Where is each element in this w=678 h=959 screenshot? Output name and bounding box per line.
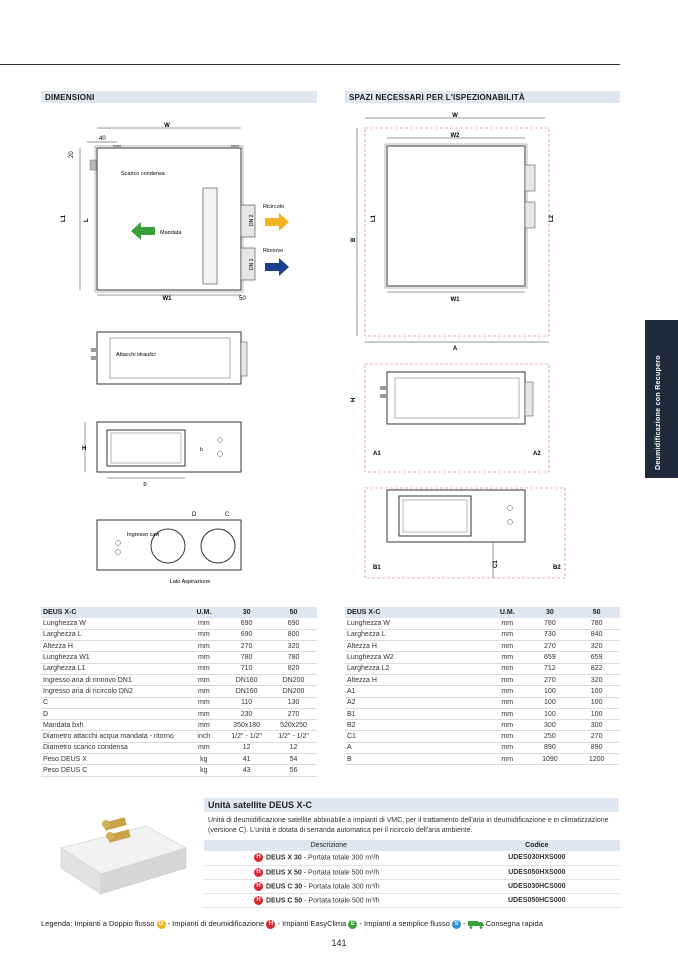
badge-h-icon: H [266, 920, 275, 929]
table-cell: Ingresso aria di rinnovo DN1 [41, 674, 185, 685]
table-header-cell: U.M. [488, 607, 527, 618]
badge-h-icon: H [254, 896, 263, 905]
table-cell: 780 [527, 618, 574, 629]
table-cell: 300 [527, 720, 574, 731]
table-cell: 1200 [573, 754, 620, 765]
table-cell: 110 [223, 697, 270, 708]
table-header-cell: DEUS X-C [345, 607, 488, 618]
table-cell: 54 [270, 754, 317, 765]
product-description [204, 865, 454, 879]
table-cell: A1 [345, 686, 488, 697]
section-header-inspection: SPAZI NECESSARI PER L'ISPEZIONABILITÀ [345, 91, 620, 103]
table-cell: 780 [573, 618, 620, 629]
product-detail: - Portata totale 300 m³/h [301, 854, 380, 862]
table-cell: 230 [223, 708, 270, 719]
table-cell: 12 [270, 742, 317, 753]
dim-r-w1: W1 [450, 297, 460, 303]
dim-r-l1: L1 [371, 214, 377, 222]
table-cell: 822 [573, 663, 620, 674]
table-row [345, 754, 620, 765]
table-row [41, 629, 317, 640]
table-cell: Lunghezza W [41, 618, 185, 629]
table-header-cell: 30 [527, 607, 574, 618]
table-cell: 320 [573, 641, 620, 652]
legend-text-6: Consegna rapida [483, 919, 543, 928]
table-row [345, 618, 620, 629]
table-cell: 520x250 [270, 720, 317, 731]
table-cell: mm [488, 708, 527, 719]
legend-text-5: - [461, 919, 468, 928]
table-cell: mm [488, 652, 527, 663]
page-number: 141 [331, 938, 347, 948]
table-cell: mm [488, 686, 527, 697]
table-cell: mm [488, 641, 527, 652]
table-row [41, 618, 317, 629]
legend-text-3: - Impianti EasyClima [275, 919, 347, 928]
table-cell: B2 [345, 720, 488, 731]
truck-icon [468, 920, 484, 929]
satellite-description: Unità di deumidificazione satellite abbinabile a impianti di VMC, per il trattamento dell'aria in deumidificazione e in climatizzazione (versione C). L'unità è dotata di serranda automatica per il ricircolo dell'aria ambiente. [208, 817, 609, 834]
badge-s-icon: S [452, 920, 461, 929]
table-cell: 320 [573, 674, 620, 685]
table-cell: Lunghezza W1 [41, 652, 185, 663]
legend-text-2: - Impianti di deumidificazione [165, 919, 265, 928]
table-row [345, 629, 620, 640]
table-cell: 780 [270, 652, 317, 663]
table-cell: 270 [527, 641, 574, 652]
table-cell: Altezza H [41, 641, 185, 652]
table-cell: 690 [223, 629, 270, 640]
product-name: DEUS C 50 [266, 896, 303, 904]
product-detail: - Portata totale 300 m³/h [302, 882, 380, 890]
table-row [41, 674, 317, 685]
product-code: UDES050HXS000 [454, 865, 620, 879]
table-row [41, 720, 317, 731]
legend-text-1: Legenda: Impianti a Doppio flusso [41, 919, 155, 928]
table-cell: C1 [345, 731, 488, 742]
table-cell: DN200 [270, 674, 317, 685]
table-cell: 690 [270, 618, 317, 629]
table-cell: 12 [223, 742, 270, 753]
table-cell: 890 [527, 742, 574, 753]
table-header-cell: DEUS X-C [41, 607, 185, 618]
table-cell: 270 [573, 731, 620, 742]
badge-e-icon: E [348, 920, 357, 929]
label-mandata: Mandata [160, 230, 182, 236]
product-code: UDES030HCS000 [454, 879, 620, 893]
table-header-cell: 50 [270, 607, 317, 618]
label-ingresso: Ingresso cavi [127, 532, 160, 538]
product-row [204, 879, 620, 893]
table-cell: D [41, 708, 185, 719]
table-cell: Lunghezza W2 [345, 652, 488, 663]
dim-50: 50 [239, 296, 246, 302]
side-tab-label: Deumidificazione con Recupero [655, 355, 662, 470]
table-header-cell: 50 [573, 607, 620, 618]
dim-r-a2: A2 [533, 451, 541, 457]
table-row [345, 708, 620, 719]
table-cell: DN200 [270, 686, 317, 697]
table-cell: 800 [270, 629, 317, 640]
table-cell: 100 [573, 686, 620, 697]
table-cell: 1/2" - 1/2" [223, 731, 270, 742]
table-cell: 100 [527, 708, 574, 719]
legend [41, 919, 543, 929]
dim-w: W [164, 123, 170, 129]
table-cell: 270 [270, 708, 317, 719]
table-cell: Larghezza L1 [41, 663, 185, 674]
table-cell: Peso DEUS C [41, 765, 185, 776]
product-name: DEUS X 50 [266, 868, 302, 876]
table-cell: A2 [345, 697, 488, 708]
table-cell: mm [185, 663, 224, 674]
dim-r-a1: A1 [373, 451, 381, 457]
table-cell: 1090 [527, 754, 574, 765]
label-dn1: DN 1 [249, 258, 255, 270]
dim-r-w2: W2 [450, 133, 460, 139]
dim-r-b: B [351, 237, 357, 242]
table-cell: 100 [527, 697, 574, 708]
label-ricircolo: Ricircolo [263, 204, 285, 210]
table-header-cell: 30 [223, 607, 270, 618]
table-cell: Diametro scarico condensa [41, 742, 185, 753]
table-cell: 100 [573, 708, 620, 719]
table-cell: 840 [573, 629, 620, 640]
table-cell: 780 [223, 652, 270, 663]
product-detail: - Portata totale 500 m³/h [302, 896, 380, 904]
table-row [41, 754, 317, 765]
table-cell: mm [488, 618, 527, 629]
product-description [204, 851, 454, 865]
dim-r-c1: C1 [493, 560, 499, 568]
dim-b: b [143, 482, 147, 488]
table-row [41, 731, 317, 742]
table-row [41, 708, 317, 719]
table-header-row [345, 607, 620, 618]
table-cell: Ingresso aria di ricircolo DN2 [41, 686, 185, 697]
label-attacchi: Attacchi idraulici [116, 352, 156, 358]
table-cell: 250 [527, 731, 574, 742]
dim-20: 20 [69, 151, 75, 158]
product-row [204, 865, 620, 879]
table-cell: B1 [345, 708, 488, 719]
table-cell: mm [185, 742, 224, 753]
badge-h-icon: H [254, 853, 263, 862]
table-row [41, 663, 317, 674]
table-cell: Altezza H [345, 641, 488, 652]
table-cell: mm [488, 629, 527, 640]
table-row [345, 652, 620, 663]
table-row [41, 652, 317, 663]
table-row [345, 641, 620, 652]
dim-r-b2: B2 [553, 565, 561, 571]
table-cell: inch [185, 731, 224, 742]
table-header-cell: U.M. [185, 607, 224, 618]
table-row [345, 663, 620, 674]
table-cell: mm [488, 742, 527, 753]
badge-d-icon: D [157, 920, 166, 929]
table-row [345, 731, 620, 742]
table-cell: 659 [573, 652, 620, 663]
table-cell: mm [488, 720, 527, 731]
dim-r-a: A [452, 346, 458, 352]
satellite-title: Unità satellite DEUS X-C [204, 798, 619, 812]
dim-w1: W1 [162, 296, 172, 302]
table-cell: 320 [270, 641, 317, 652]
side-tab [645, 320, 678, 478]
product-row [204, 851, 620, 865]
table-cell: 1/2" - 1/2" [270, 731, 317, 742]
table-cell: Lunghezza W [345, 618, 488, 629]
product-code: UDES050HCS000 [454, 893, 620, 907]
table-cell: 710 [223, 663, 270, 674]
dim-h: H [82, 446, 87, 452]
col-description: Descrizione [204, 840, 454, 851]
table-cell: kg [185, 754, 224, 765]
table-cell: 690 [223, 618, 270, 629]
arrow-ricircolo [265, 213, 289, 231]
table-cell: mm [185, 641, 224, 652]
top-rule [0, 64, 620, 65]
right-inspection-drawing [345, 110, 620, 585]
product-image [46, 808, 196, 900]
section-header-dimensions: DIMENSIONI [41, 91, 317, 103]
table-cell: Larghezza L [345, 629, 488, 640]
dim-b-small: b [200, 447, 203, 453]
table-cell: DN160 [223, 674, 270, 685]
dim-40: 40 [99, 136, 106, 142]
dim-r-h: H [351, 397, 357, 402]
table-cell: DN160 [223, 686, 270, 697]
product-table [204, 840, 620, 908]
table-cell: 820 [270, 663, 317, 674]
table-row [345, 720, 620, 731]
table-cell: 712 [527, 663, 574, 674]
product-code: UDES030HXS000 [454, 851, 620, 865]
col-code: Codice [454, 840, 620, 851]
table-cell: Larghezza L2 [345, 663, 488, 674]
table-cell: mm [488, 731, 527, 742]
table-cell: 43 [223, 765, 270, 776]
dim-r-b1: B1 [373, 565, 381, 571]
label-scarico: Scarico condensa [121, 171, 165, 177]
table-header-row [41, 607, 317, 618]
label-lato: Lato Aspirazione [169, 579, 211, 585]
badge-h-icon: H [254, 868, 263, 877]
table-cell: mm [185, 674, 224, 685]
table-cell: 130 [270, 697, 317, 708]
table-cell: mm [488, 663, 527, 674]
table-cell: 350x180 [223, 720, 270, 731]
dim-r-l2: L2 [549, 214, 555, 222]
product-header-row [204, 840, 620, 851]
table-cell: mm [488, 754, 527, 765]
table-cell: 300 [573, 720, 620, 731]
dim-c: C [225, 512, 230, 518]
table-row [41, 742, 317, 753]
label-dn2: DN 2 [249, 214, 255, 226]
table-cell: kg [185, 765, 224, 776]
table-cell: Peso DEUS X [41, 754, 185, 765]
badge-h-icon: H [254, 882, 263, 891]
legend-text-4: - Impianti a semplice flusso [357, 919, 450, 928]
product-detail: - Portata totale 500 m³/h [301, 868, 380, 876]
dim-l: L [84, 218, 90, 222]
table-row [345, 697, 620, 708]
table-cell: Larghezza L [41, 629, 185, 640]
table-row [41, 765, 317, 776]
label-rinnovo: Rinnovo [263, 248, 284, 254]
table-row [41, 697, 317, 708]
table-row [41, 641, 317, 652]
table-cell: mm [185, 629, 224, 640]
table-cell: mm [488, 674, 527, 685]
table-cell: mm [185, 652, 224, 663]
product-name: DEUS C 30 [266, 882, 303, 890]
table-cell: 890 [573, 742, 620, 753]
table-cell: mm [185, 697, 224, 708]
table-cell: B [345, 754, 488, 765]
table-cell: Altezza H [345, 674, 488, 685]
product-description [204, 879, 454, 893]
table-cell: 100 [573, 697, 620, 708]
table-row [345, 686, 620, 697]
table-cell: 659 [527, 652, 574, 663]
product-name: DEUS X 30 [266, 854, 302, 862]
table-right [345, 607, 620, 765]
table-left [41, 607, 317, 777]
dim-l1: L1 [61, 214, 67, 222]
table-cell: C [41, 697, 185, 708]
table-cell: mm [185, 686, 224, 697]
dim-r-w: W [452, 113, 458, 119]
table-row [41, 686, 317, 697]
arrow-rinnovo [265, 258, 289, 276]
table-cell: 100 [527, 686, 574, 697]
product-row [204, 893, 620, 907]
table-cell: 730 [527, 629, 574, 640]
table-cell: 270 [223, 641, 270, 652]
table-cell: 270 [527, 674, 574, 685]
table-cell: mm [185, 720, 224, 731]
table-row [345, 674, 620, 685]
left-dimension-drawing [55, 118, 310, 588]
product-description [204, 893, 454, 907]
table-cell: A [345, 742, 488, 753]
table-row [345, 742, 620, 753]
table-cell: mm [185, 708, 224, 719]
dim-d: D [192, 512, 197, 518]
table-cell: 41 [223, 754, 270, 765]
table-cell: mm [185, 618, 224, 629]
table-cell: Diametro attacchi acqua mandata - ritorno [41, 731, 185, 742]
table-cell: 56 [270, 765, 317, 776]
table-cell: mm [488, 697, 527, 708]
table-cell: Mandata bxh [41, 720, 185, 731]
